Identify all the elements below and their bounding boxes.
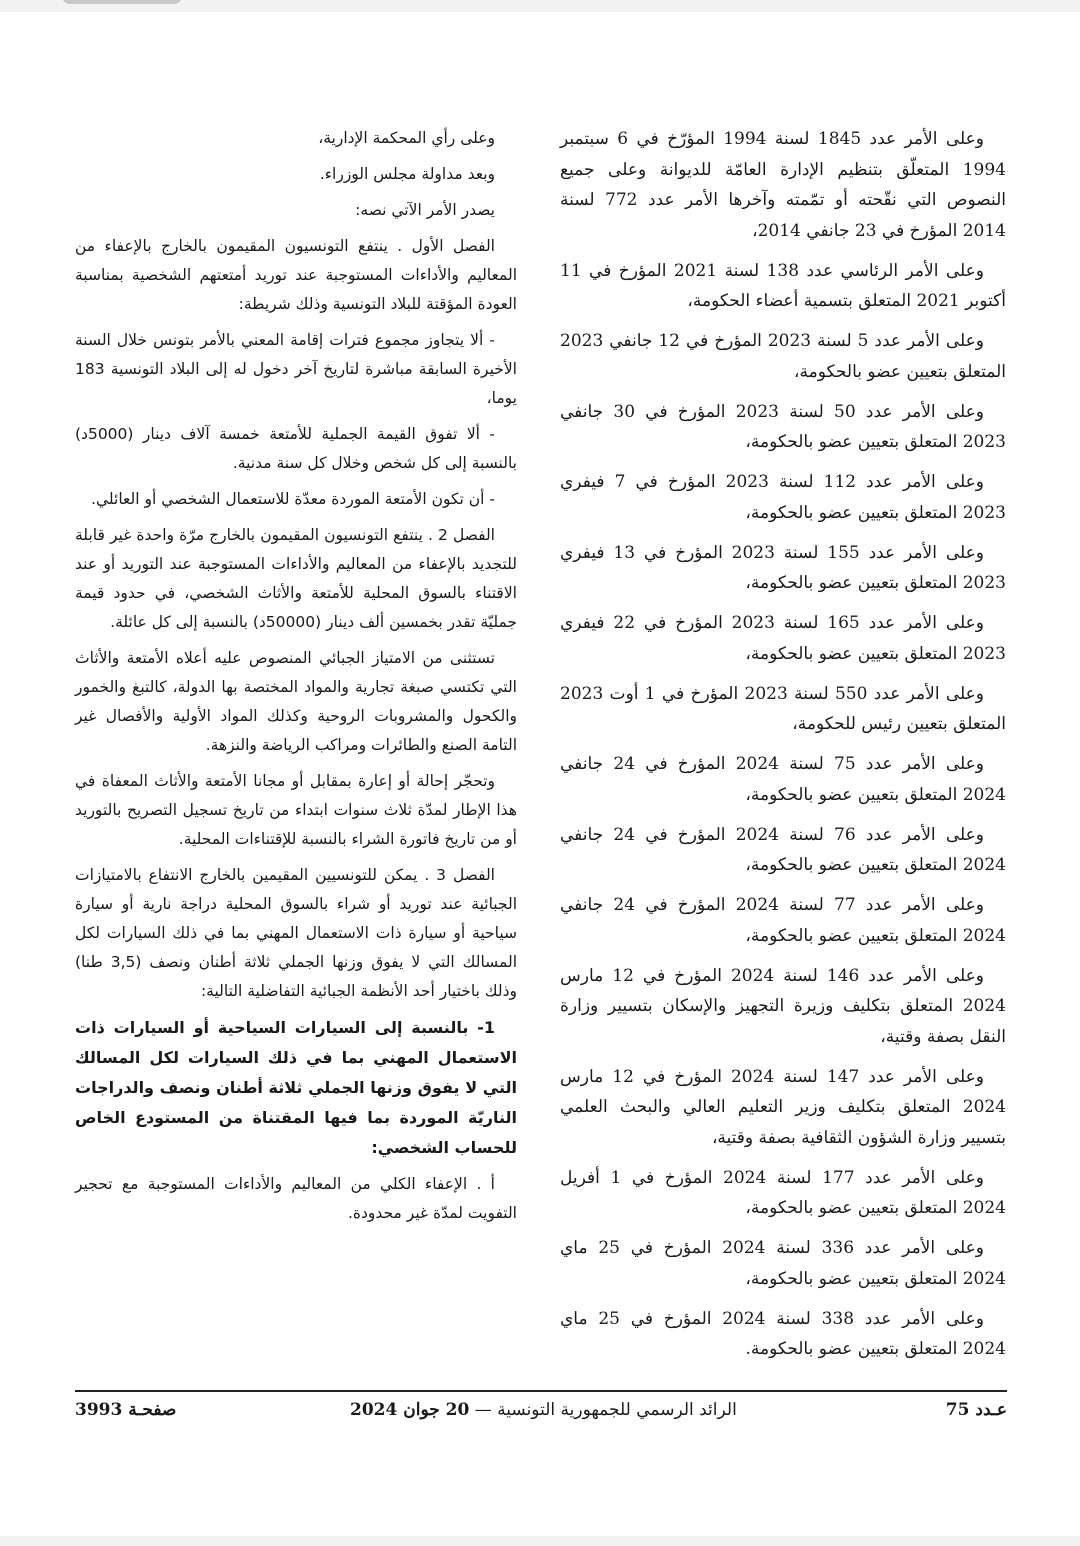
citation: وعلى الأمر عدد 165 لسنة 2023 المؤرخ في 22 فيفري 2023 المتعلق بتعيين عضو بالحكومة، (560, 613, 1006, 664)
footer-divider (75, 1390, 1007, 1392)
citation: وعلى الأمر عدد 147 لسنة 2024 المؤرخ في 12 مارس 2024 المتعلق بتكليف وزير التعليم العالي والبحث العلمي بتسيير وزارة الشؤون الثقافية بصفة وقتية، (560, 1066, 1007, 1148)
left-column (75, 124, 517, 1235)
article-1: الفصل الأول . ينتفع التونسيون المقيمون بالخارج بالإعفاء من المعاليم والأداءات المستوجبة عند توريد أمتعتهم الشخصية بمناسبة العودة المؤقتة للبلاد التونسية وذلك شريطة: (75, 237, 517, 313)
citation: وعلى الأمر عدد 76 لسنة 2024 المؤرخ في 24 جانفي 2024 المتعلق بتعيين عضو بالحكومة، (560, 824, 1006, 875)
paragraph: يصدر الأمر الآتي نصه: (355, 201, 495, 219)
citation: وعلى الأمر عدد 155 لسنة 2023 المؤرخ في 13 فيفري 2023 المتعلق بتعيين عضو بالحكومة، (560, 542, 1006, 593)
document-page (0, 12, 1080, 1536)
citation: وعلى الأمر عدد 77 لسنة 2024 المؤرخ في 24 جانفي 2024 المتعلق بتعيين عضو بالحكومة، (560, 895, 1006, 946)
article-2: الفصل 2 . ينتفع التونسيون المقيمون بالخارج مرّة واحدة غير قابلة للتجديد بالإعفاء من المعاليم والأداءات المستوجبة عند التوريد أو عند الاقتناء بالسوق المحلية للأمتعة والأثاث الشخصي، في حدود قيمة جمليّة تقدر بخمسين ألف دينار (50000د) بالنسبة إلى كل عائلة. (75, 526, 517, 631)
viewer-top-bar (0, 0, 1080, 12)
condition-item: - أن تكون الأمتعة الموردة معدّة للاستعمال الشخصي أو العائلي. (91, 490, 495, 508)
paragraph: أ . الإعفاء الكلي من المعاليم والأداءات المستوجبة مع تحجير التفويت لمدّة غير محدودة. (75, 1175, 517, 1222)
viewer-bottom-bar (0, 1536, 1080, 1546)
journal-name: الرائد الرسمي للجمهورية التونسية — (474, 1400, 737, 1420)
citation: وعلى الأمر عدد 336 لسنة 2024 المؤرخ في 25 ماي 2024 المتعلق بتعيين عضو بالحكومة، (560, 1238, 1006, 1289)
article-3: الفصل 3 . يمكن للتونسيين المقيمين بالخارج الانتفاع بالامتيازات الجبائية عند توريد أو شراء بالسوق المحلية دراجة نارية أو سيارة سياحية أو سيارة ذات الاستعمال المهني بما في ذلك السيارات لكل المسالك التي لا يفوق وزنها الجملي ثلاثة أطنان ونصف (3,5 طنا) وذلك باختيار أحد الأنظمة الجبائية التفاضلية التالية: (75, 866, 517, 1000)
condition-item: - ألا تفوق القيمة الجملية للأمتعة خمسة آلاف دينار (5000د) بالنسبة إلى كل شخص وخلال كل سنة مدنية. (75, 425, 517, 472)
paragraph: تستثنى من الامتياز الجبائي المنصوص عليه أعلاه الأمتعة والأثاث التي تكتسي صبغة تجارية والمواد المختصة بها الدولة، كالتبغ والخمور والكحول والمشروبات الروحية وكذلك المواد الأولية والأفصال غير التامة الصنع والطائرات ومراكب الرياضة والنزهة. (75, 649, 517, 754)
paragraph: وتحجّر إحالة أو إعارة بمقابل أو مجانا الأمتعة والأثاث المعفاة في هذا الإطار لمدّة ثلاث سنوات ابتداء من تاريخ تسجيل التصريح بالتوريد أو من تاريخ فاتورة الشراء بالنسبة للإقتناءات المحلية. (75, 772, 517, 848)
page-number: صفحـة 3993 (75, 1400, 177, 1420)
paragraph: وعلى رأي المحكمة الإدارية، (318, 129, 495, 147)
citation: وعلى الأمر عدد 146 لسنة 2024 المؤرخ في 12 مارس 2024 المتعلق بتكليف وزيرة التجهيز والإسكان بتسيير وزارة النقل بصفة وقتية، (560, 965, 1006, 1047)
citation: وعلى الأمر عدد 50 لسنة 2023 المؤرخ في 30 جانفي 2023 المتعلق بتعيين عضو بالحكومة، (560, 401, 1006, 452)
citation: وعلى الأمر عدد 177 لسنة 2024 المؤرخ في 1 أفريل 2024 المتعلق بتعيين عضو بالحكومة، (560, 1167, 1006, 1218)
paragraph: وبعد مداولة مجلس الوزراء. (319, 165, 495, 183)
citation: وعلى الأمر عدد 5 لسنة 2023 المؤرخ في 12 جانفي 2023 المتعلق بتعيين عضو بالحكومة، (560, 331, 1006, 382)
issue-number: عـدد 75 (945, 1400, 1007, 1420)
citation: وعلى الأمر عدد 75 لسنة 2024 المؤرخ في 24 جانفي 2024 المتعلق بتعيين عضو بالحكومة، (560, 754, 1006, 805)
bold-subheading: 1- بالنسبة إلى السيارات السياحية أو السيارات ذات الاستعمال المهني بما في ذلك السيارات لكل المسالك التي لا يفوق وزنها الجملي ثلاثة أطنان ونصف والدراجات الناريّة الموردة بما فيها المقتناة من المستودع الخاص للحساب الشخصي: (75, 1018, 517, 1157)
citation: وعلى الأمر عدد 338 لسنة 2024 المؤرخ في 25 ماي 2024 المتعلق بتعيين عضو بالحكومة. (560, 1308, 1006, 1359)
citation: وعلى الأمر عدد 112 لسنة 2023 المؤرخ في 7 فيفري 2023 المتعلق بتعيين عضو بالحكومة، (560, 472, 1006, 523)
journal-title (350, 1400, 737, 1420)
citation: وعلى الأمر عدد 1845 لسنة 1994 المؤرّخ في 6 سبتمبر 1994 المتعلّق بتنظيم الإدارة العامّة للديوانة وعلى جميع النصوص التي نقّحته أو تمّمته وآخرها الأمر عدد 772 لسنة 2014 المؤرخ في 23 جانفي 2014، (560, 129, 1006, 241)
right-column (560, 124, 1006, 1374)
scroll-handle[interactable] (62, 0, 182, 4)
citation: وعلى الأمر الرئاسي عدد 138 لسنة 2021 المؤرخ في 11 أكتوبر 2021 المتعلق بتسمية أعضاء الحكومة، (560, 260, 1006, 311)
issue-date: 20 جوان 2024 (350, 1400, 470, 1420)
page-footer (75, 1400, 1007, 1426)
condition-item: - ألا يتجاوز مجموع فترات إقامة المعني بالأمر بتونس خلال السنة الأخيرة السابقة مباشرة لتاريخ آخر دخول له إلى البلاد التونسية 183 يوما، (75, 331, 517, 407)
citation: وعلى الأمر عدد 550 لسنة 2023 المؤرخ في 1 أوت 2023 المتعلق بتعيين رئيس للحكومة، (560, 683, 1006, 734)
